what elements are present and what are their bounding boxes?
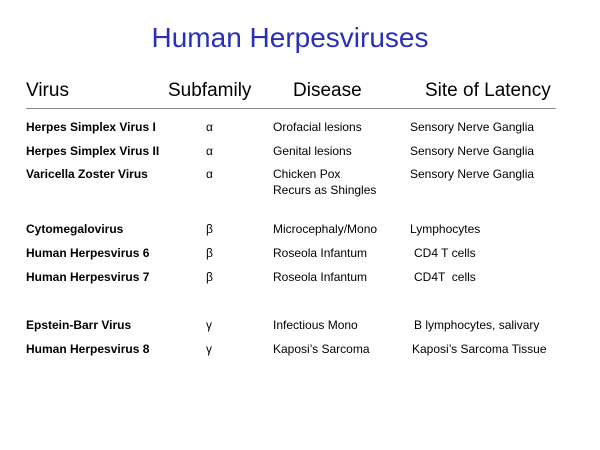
disease: Chicken Pox xyxy=(273,167,341,181)
subfamily: β xyxy=(206,270,213,284)
virus-name: Herpes Simplex Virus II xyxy=(26,144,160,158)
subfamily: β xyxy=(206,222,213,236)
virus-name: Cytomegalovirus xyxy=(26,222,124,236)
disease: Microcephaly/Mono xyxy=(273,222,378,236)
subfamily: β xyxy=(206,246,213,260)
disease: Roseola Infantum xyxy=(273,246,368,260)
site-of-latency: Lymphocytes xyxy=(410,222,481,236)
site-of-latency: Sensory Nerve Ganglia xyxy=(410,144,535,158)
page-title: Human Herpesviruses xyxy=(151,22,429,53)
header-divider xyxy=(26,108,556,109)
disease: Infectious Mono xyxy=(273,318,358,332)
header-site-of-latency: Site of Latency xyxy=(425,80,551,101)
header-virus: Virus xyxy=(26,80,69,101)
site-of-latency: Sensory Nerve Ganglia xyxy=(410,120,535,134)
site-of-latency: CD4 T cells xyxy=(414,246,476,260)
disease: Kaposi’s Sarcoma xyxy=(273,342,370,356)
subfamily: α xyxy=(206,167,213,181)
virus-name: Varicella Zoster Virus xyxy=(26,167,148,181)
virus-name: Human Herpesvirus 7 xyxy=(26,270,150,284)
disease: Orofacial lesions xyxy=(273,120,362,134)
disease: Roseola Infantum xyxy=(273,270,368,284)
disease: Genital lesions xyxy=(273,144,352,158)
subfamily: γ xyxy=(206,342,212,356)
site-of-latency: Kaposi’s Sarcoma Tissue xyxy=(412,342,547,356)
virus-name: Human Herpesvirus 6 xyxy=(26,246,150,260)
subfamily: γ xyxy=(206,318,212,332)
subfamily: α xyxy=(206,144,213,158)
site-of-latency: Sensory Nerve Ganglia xyxy=(410,167,535,181)
virus-name: Herpes Simplex Virus I xyxy=(26,120,156,134)
header-subfamily: Subfamily xyxy=(168,80,252,101)
disease-note: Recurs as Shingles xyxy=(273,183,377,197)
site-of-latency: B lymphocytes, salivary xyxy=(414,318,540,332)
header-disease: Disease xyxy=(293,80,362,101)
subfamily: α xyxy=(206,120,213,134)
virus-name: Human Herpesvirus 8 xyxy=(26,342,150,356)
virus-name: Epstein-Barr Virus xyxy=(26,318,132,332)
site-of-latency: CD4T cells xyxy=(414,270,476,284)
